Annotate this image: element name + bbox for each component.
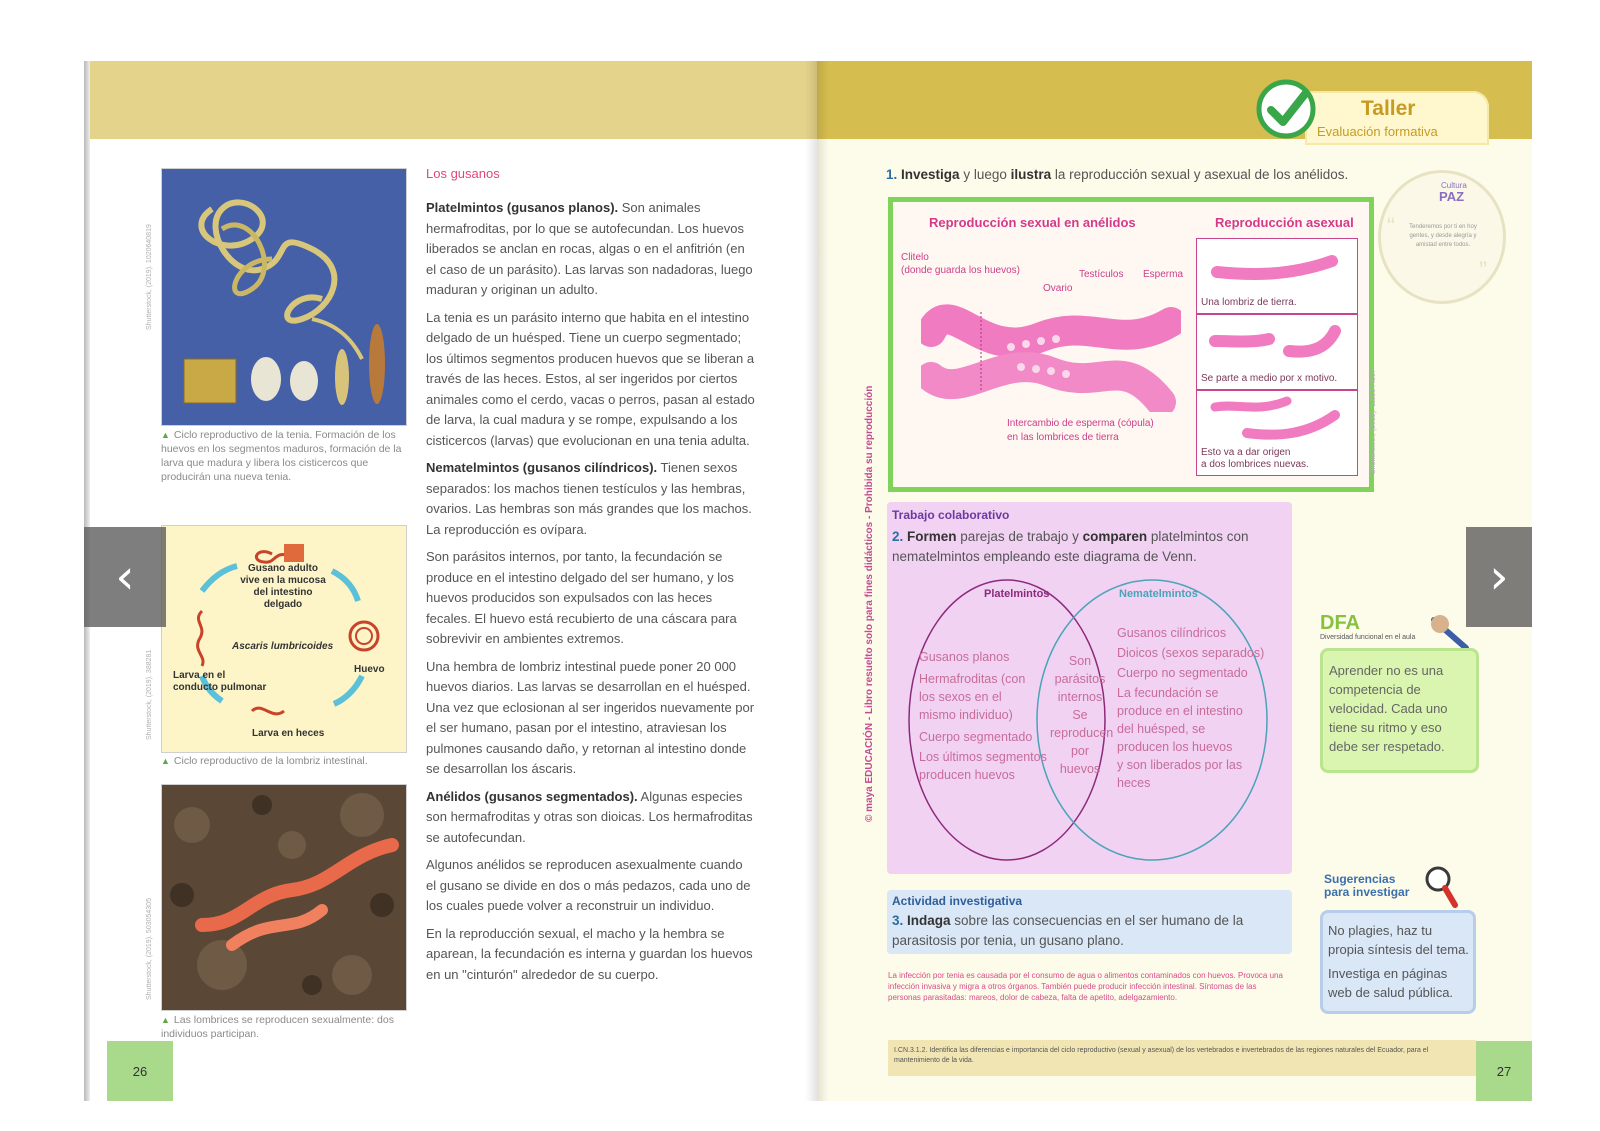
- label-esperma: Esperma: [1143, 269, 1184, 280]
- cycle-label-species: Ascaris lumbricoides: [232, 641, 334, 652]
- label-clitelo: Clitelo: [901, 252, 929, 263]
- sugerencias-title: Sugerencias para investigar: [1324, 872, 1410, 899]
- caption-triangle-icon: ▲: [161, 1015, 170, 1025]
- dfa-text: Aprender no es una competencia de velocidad. Cada uno tiene su ritmo y eso debe ser respetado.: [1329, 663, 1448, 754]
- asexual-title: Reproducción asexual: [1215, 215, 1354, 230]
- paragraph: Platelmintos (gusanos planos). Son animales hermafroditas, por lo que se autofecundan. Los huevos liberados se anclan en rocas, algas o en el anfitrión (en el caso de un parásito). Las larvas son nadadoras, luego maduran y originan un adulto.: [426, 200, 753, 297]
- mating-worms-illustration: [921, 292, 1181, 412]
- quote-open-icon: “: [1387, 213, 1395, 240]
- handwritten-answer: La infección por tenia es causada por el consumo de agua o alimentos contaminados con huevos. Provoca una infección invasiva y migra a otros órganos. También puede producir infección intestinal. Síntomas de las personas parasitadas: mareos, dolor de cabeza, falta de apetito, adelgazamiento.: [888, 971, 1283, 1002]
- caption-roundworm: ▲ Ciclo reproductivo de la lombriz intestinal.: [161, 755, 368, 767]
- copyright-vertical: © maya EDUCACIÓN - Libro resuelto solo para fines didácticos - Prohibida su reproducción: [864, 385, 875, 822]
- asexual-step-3-label: Esto va a dar origen: [1201, 447, 1291, 458]
- label-clitelo-sub: (donde guarda los huevos): [901, 265, 1020, 276]
- quote-close-icon: ”: [1479, 257, 1487, 284]
- section-title: Los gusanos: [426, 166, 500, 181]
- label-ovario: Ovario: [1043, 283, 1073, 294]
- sugerencia-1: No plagies, haz tu propia síntesis del tema.: [1328, 923, 1469, 957]
- asexual-step-2-label: Se parte a medio por x motivo.: [1201, 373, 1338, 384]
- trabajo-heading: Trabajo colaborativo: [892, 508, 1010, 522]
- roundworm-cycle-diagram: [161, 525, 407, 753]
- paz-text: Tenderemos por ti en hoy gentes, y desde alegría y amistad entre todos.: [1409, 224, 1477, 248]
- dfa-title: DFA: [1320, 612, 1360, 634]
- split-earthworm-icon: [1207, 321, 1347, 365]
- taller-subtitle: Evaluación formativa: [1317, 124, 1438, 139]
- venn-left-items: Gusanos planos Hermafroditas (con los sexos en el mismo individuo) Cuerpo segmentado Los últimos segmentos producen huevos: [919, 650, 1047, 782]
- label-intercambio-sub: en las lombrices de tierra: [1007, 432, 1119, 443]
- label-testiculos: Testículos: [1079, 269, 1124, 280]
- photo-credit: Shutterstock, (2019). 388281: [146, 649, 153, 740]
- book-spine: [805, 61, 829, 1101]
- sugerencia-2: Investiga en páginas web de salud pública.: [1328, 966, 1454, 1000]
- left-header-band: [84, 61, 817, 139]
- venn-left-title: Platelmintos: [984, 588, 1050, 600]
- asexual-step-2: [1196, 314, 1358, 390]
- label-intercambio: Intercambio de esperma (cópula): [1007, 418, 1154, 429]
- paz-label: Cultura: [1441, 181, 1467, 190]
- question-1: 1. Investiga y luego ilustra la reproducción sexual y asexual de los anélidos.: [886, 167, 1349, 182]
- paz-title: PAZ: [1439, 189, 1465, 204]
- photo-credit: Shutterstock, (2019). 1020640819: [146, 224, 153, 330]
- sexual-title: Reproducción sexual en anélidos: [929, 215, 1136, 230]
- criteria-text: I.CN.3.1.2. Identifica las diferencias e importancia del ciclo reproductivo (sexual y asexual) de los vertebrados e invertebrados de las regiones naturales del Ecuador, para el mantenimiento de la vida.: [894, 1047, 1429, 1064]
- cultura-paz-badge: [1378, 170, 1506, 304]
- criteria-reference-bar: [888, 1040, 1476, 1076]
- earthworm-icon: [1207, 247, 1347, 287]
- caption-triangle-icon: ▲: [161, 756, 170, 766]
- venn-right-title: Nematelmintos: [1119, 588, 1198, 600]
- caption-earthworm: ▲ Las lombrices se reproducen sexualmente: dos individuos participan.: [161, 1014, 394, 1040]
- asexual-step-3-label-b: a dos lombrices nuevas.: [1201, 459, 1309, 470]
- checkmark-icon: [1255, 78, 1317, 140]
- taller-title: Taller: [1361, 97, 1416, 120]
- paragraph: Son parásitos internos, por tanto, la fecundación se produce en el intestino delgado del ser humano, y los huevos producidos son expulsados con las heces fecales. El huevo está recubierto de una cáscara para sobrevivir en ambientes extremos.: [426, 549, 737, 646]
- cycle-label-larva-lung: Larva en el conducto pulmonar: [173, 670, 267, 693]
- body-text-column: [426, 198, 756, 992]
- dfa-box: [1320, 648, 1479, 773]
- two-earthworms-icon: [1207, 393, 1347, 445]
- taller-tab: [1305, 91, 1489, 145]
- dfa-subtitle: Diversidad funcional en el aula: [1320, 634, 1416, 641]
- actividad-heading: Actividad investigativa: [892, 894, 1023, 908]
- asexual-step-1-label: Una lombriz de tierra.: [1201, 297, 1297, 308]
- paragraph: Una hembra de lombriz intestinal puede poner 20 000 huevos diarios. Las larvas se desarrollan en el huésped. Una vez que eclosionan al ser ingeridos nuevamente por el ser humano, pasan por el intestino, atraviesan los pulmones causando daño, y retornan al intestino donde se desarrollan los áscaris.: [426, 658, 755, 776]
- cycle-label-egg: Huevo: [354, 664, 385, 675]
- question-3: 3. Indaga sobre las consecuencias en el ser humano de la parasitosis por tenia, un gusano plano.: [892, 913, 1244, 948]
- prev-page-button[interactable]: [84, 527, 166, 627]
- reproduction-diagram: [888, 197, 1374, 492]
- question-2: 2. Formen parejas de trabajo y comparen platelmintos con nematelmintos empleando este diagrama de Venn.: [892, 529, 1249, 564]
- research-activity-box: [887, 890, 1292, 954]
- next-page-button[interactable]: [1466, 527, 1532, 627]
- paragraph: La tenia es un parásito interno que habita en el intestino delgado de un huésped. Tiene un cuerpo segmentado; los últimos segmentos producen huevos que se liberan a través de las heces. Estos, al ser ingeridos por ciertos animales como el cerdo, vacas o perros, pasan al estado de larva, la cual madura y se rompe, expulsando a los cisticercos (larvas) que evolucionan en una tenia adulta.: [426, 309, 755, 448]
- earthworm-photo: [161, 784, 407, 1011]
- caption-tapeworm: ▲ Ciclo reproductivo de la tenia. Formación de los huevos en los segmentos maduros, formación de la larva que madura y libera los cisticercos que producirán una nueva tenia.: [161, 429, 402, 483]
- page-number-right: 27: [1476, 1041, 1532, 1101]
- paragraph: En la reproducción sexual, el macho y la hembra se aparean, la fecundación es interna y guardan los huevos en un "cinturón" alrededor de su cuerpo.: [426, 925, 753, 982]
- asexual-step-3: [1196, 390, 1358, 476]
- cycle-label-adult: Gusano adulto vive en la mucosa del intestino delgado: [240, 563, 326, 610]
- page-number-left: 26: [107, 1041, 173, 1101]
- caption-triangle-icon: ▲: [161, 430, 170, 440]
- paragraph: Algunos anélidos se reproducen asexualmente cuando el gusano se divide en dos o más pedazos, cada uno de los cuales puede volver a reconstruir un individuo.: [426, 857, 751, 913]
- chevron-left-icon: ‹: [115, 549, 135, 605]
- asexual-step-1: [1196, 238, 1358, 314]
- venn-right-items: Gusanos cilíndricos Dioicos (sexos separados) Cuerpo no segmentado La fecundación se produce en el intestino del huésped, se producen los huevos y son liberados por las heces: [1117, 626, 1265, 790]
- cycle-label-larva-feces: Larva en heces: [252, 728, 325, 739]
- paragraph: Nematelmintos (gusanos cilíndricos). Tienen sexos separados: los machos tienen testículos y las hembras, ovarios. Las hembras son más grandes que los machos. La reproducción es ovípara.: [426, 460, 752, 537]
- diagram-credit: Shutterstock, (2019). 1112344567: [1370, 369, 1377, 474]
- tapeworm-photo: [161, 168, 407, 426]
- venn-center-items: Son parásitos internos Se reproducen por huevos: [1050, 654, 1114, 776]
- chevron-right-icon: ›: [1489, 549, 1509, 605]
- collaborative-work-box: [887, 502, 1292, 874]
- paragraph: Anélidos (gusanos segmentados). Algunas especies son hermafroditas y otras son dioicas. Los hermafroditas se autofecundan.: [426, 788, 753, 845]
- photo-credit: Shutterstock, (2019). 503054305: [146, 898, 153, 1000]
- sugerencias-box: [1320, 910, 1476, 1014]
- magnifier-icon: [1420, 863, 1460, 911]
